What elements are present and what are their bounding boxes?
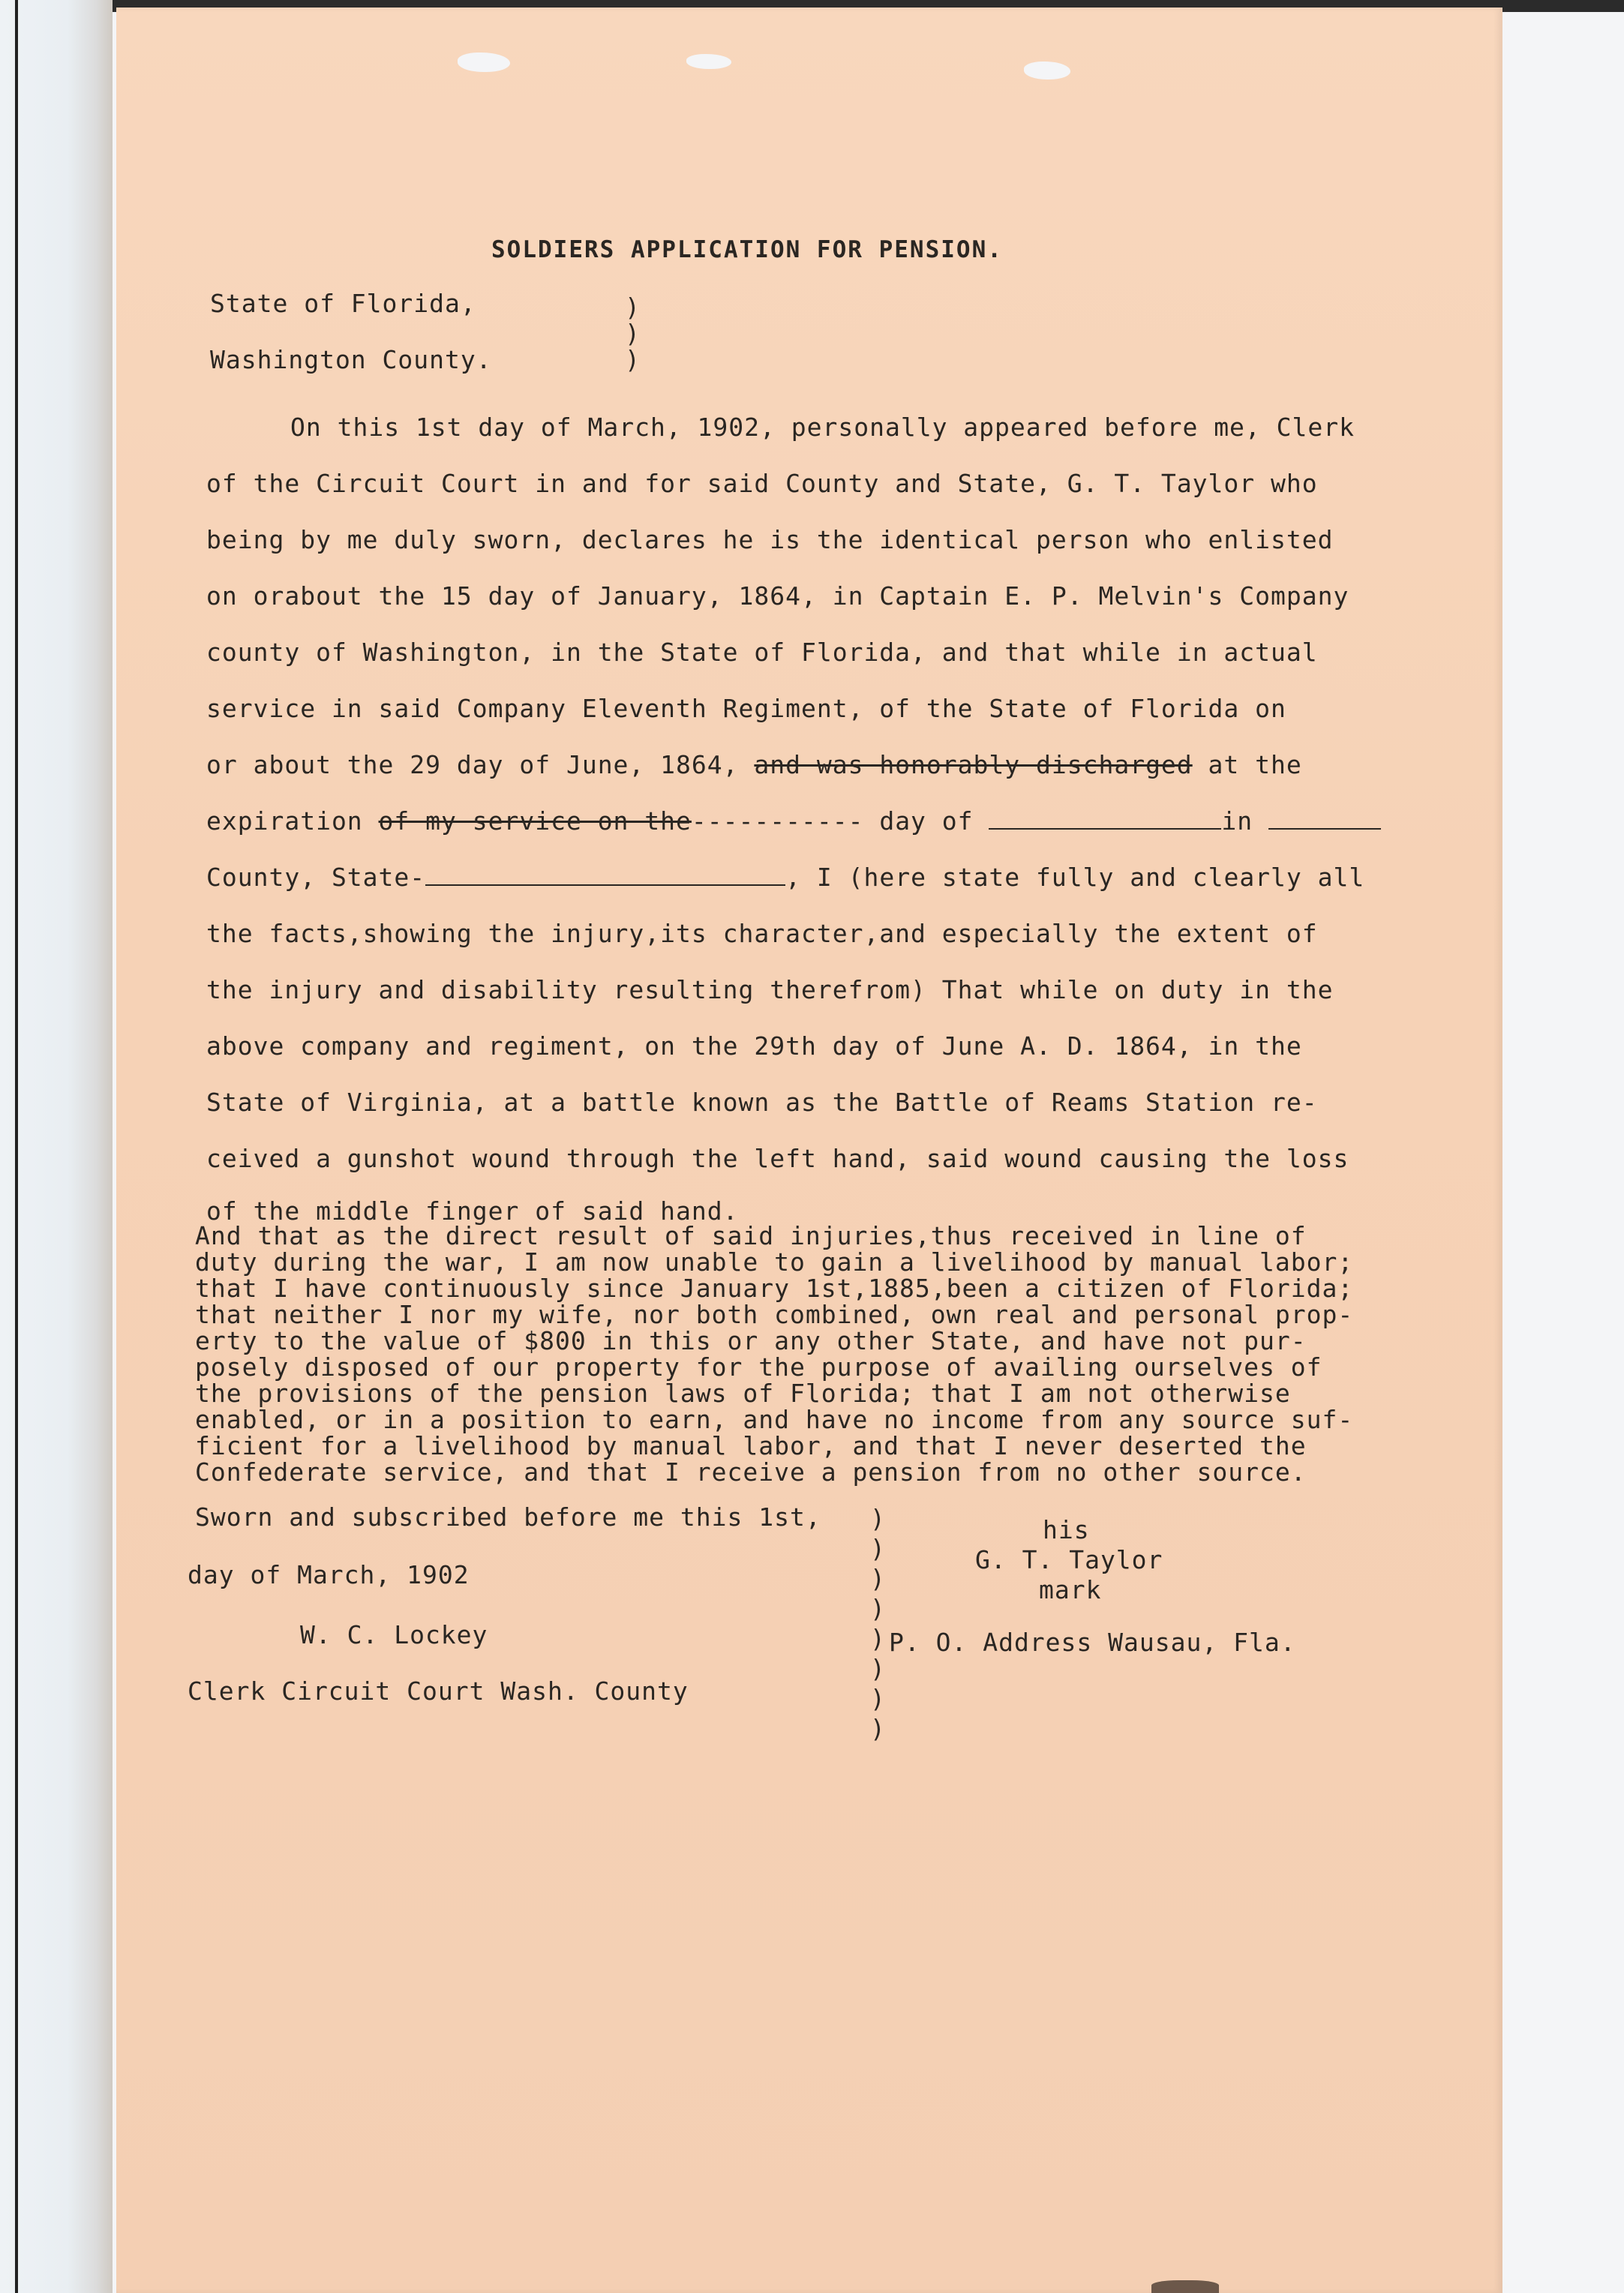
body-line: of the middle finger of said hand. bbox=[206, 1196, 739, 1226]
body-line: State of Virginia, at a battle known as the Battle of Reams Station re- bbox=[206, 1088, 1318, 1117]
dense-line: duty during the war, I am now unable to gain a livelihood by manual labor; bbox=[195, 1247, 1354, 1277]
bracket-paren: ) bbox=[625, 319, 640, 348]
dense-line: ficient for a livelihood by manual labor, and that I never deserted the bbox=[195, 1431, 1307, 1460]
bracket-paren: ) bbox=[870, 1534, 885, 1563]
bracket-paren: ) bbox=[625, 345, 640, 374]
ink-smudge bbox=[1151, 2280, 1219, 2293]
scanner-edge-line bbox=[15, 0, 18, 2293]
blank-field bbox=[989, 809, 1221, 830]
dense-line: posely disposed of our property for the purpose of availing ourselves of bbox=[195, 1352, 1322, 1382]
jurat-date: day of March, 1902 bbox=[188, 1560, 470, 1589]
punch-hole bbox=[458, 53, 510, 72]
text-segment: at the bbox=[1192, 750, 1302, 779]
blank-field bbox=[425, 865, 785, 886]
post-office-address: P. O. Address Wausau, Fla. bbox=[889, 1628, 1296, 1657]
body-line: the injury and disability resulting therefrom) That while on duty in the bbox=[206, 975, 1334, 1004]
body-line: above company and regiment, on the 29th day of June A. D. 1864, in the bbox=[206, 1031, 1302, 1061]
document-title: SOLDIERS APPLICATION FOR PENSION. bbox=[491, 236, 1003, 263]
bracket-paren: ) bbox=[870, 1504, 885, 1533]
body-line-discharge bbox=[206, 750, 1302, 779]
body-line-expiration bbox=[206, 806, 1381, 836]
bracket-paren: ) bbox=[625, 293, 640, 322]
body-line: ceived a gunshot wound through the left hand, said wound causing the loss bbox=[206, 1144, 1349, 1173]
signature-his: his bbox=[1043, 1515, 1090, 1544]
clerk-name: W. C. Lockey bbox=[300, 1620, 488, 1649]
body-line: of the Circuit Court in and for said County and State, G. T. Taylor who bbox=[206, 469, 1318, 498]
signature-mark: mark bbox=[1039, 1575, 1102, 1604]
dense-line: erty to the value of $800 in this or any other State, and have not pur- bbox=[195, 1326, 1307, 1355]
punch-hole bbox=[1024, 62, 1070, 80]
jurat-line: Sworn and subscribed before me this 1st, bbox=[195, 1502, 821, 1532]
text-segment: , I (here state fully and clearly all bbox=[785, 863, 1365, 892]
dense-line: that I have continuously since January 1st,1885,been a citizen of Florida; bbox=[195, 1274, 1354, 1303]
dense-line: Confederate service, and that I receive a pension from no other source. bbox=[195, 1457, 1307, 1487]
body-line: the facts,showing the injury,its character,and especially the extent of bbox=[206, 919, 1318, 948]
document-page bbox=[116, 8, 1502, 2293]
struck-text: and was honorably discharged bbox=[754, 750, 1193, 779]
body-line: being by me duly sworn, declares he is the identical person who enlisted bbox=[206, 525, 1334, 554]
text-segment: County, State- bbox=[206, 863, 426, 892]
dense-line: the provisions of the pension laws of Florida; that I am not otherwise bbox=[195, 1379, 1291, 1408]
dense-line: that neither I nor my wife, nor both combined, own real and personal prop- bbox=[195, 1300, 1354, 1329]
bracket-paren: ) bbox=[870, 1714, 885, 1743]
body-line: on orabout the 15 day of January, 1864, in Captain E. P. Melvin's Company bbox=[206, 581, 1349, 611]
blank-field bbox=[1268, 809, 1381, 830]
text-segment: or about the 29 day of June, 1864, bbox=[206, 750, 755, 779]
signature-name: G. T. Taylor bbox=[975, 1545, 1163, 1574]
dense-line: enabled, or in a position to earn, and have no income from any source suf- bbox=[195, 1405, 1354, 1434]
body-line: On this 1st day of March, 1902, personally appeared before me, Clerk bbox=[290, 413, 1355, 442]
dash-fill: ----------- bbox=[691, 806, 864, 836]
bracket-paren: ) bbox=[870, 1564, 885, 1593]
body-line: service in said Company Eleventh Regiment, of the State of Florida on bbox=[206, 694, 1286, 723]
body-line-county-state bbox=[206, 863, 1364, 892]
text-segment: day of bbox=[863, 806, 989, 836]
venue-county: Washington County. bbox=[210, 345, 492, 374]
venue-state: State of Florida, bbox=[210, 289, 476, 318]
struck-text: of my service on the bbox=[378, 806, 692, 836]
text-segment: expiration bbox=[206, 806, 379, 836]
text-segment: in bbox=[1221, 806, 1253, 836]
bracket-paren: ) bbox=[870, 1594, 885, 1623]
bracket-paren: ) bbox=[870, 1624, 885, 1653]
clerk-title: Clerk Circuit Court Wash. County bbox=[188, 1676, 689, 1706]
dense-line: And that as the direct result of said injuries,thus received in line of bbox=[195, 1221, 1307, 1250]
body-line: county of Washington, in the State of Florida, and that while in actual bbox=[206, 638, 1318, 667]
punch-hole bbox=[686, 54, 731, 69]
bracket-paren: ) bbox=[870, 1654, 885, 1683]
bracket-paren: ) bbox=[870, 1684, 885, 1713]
